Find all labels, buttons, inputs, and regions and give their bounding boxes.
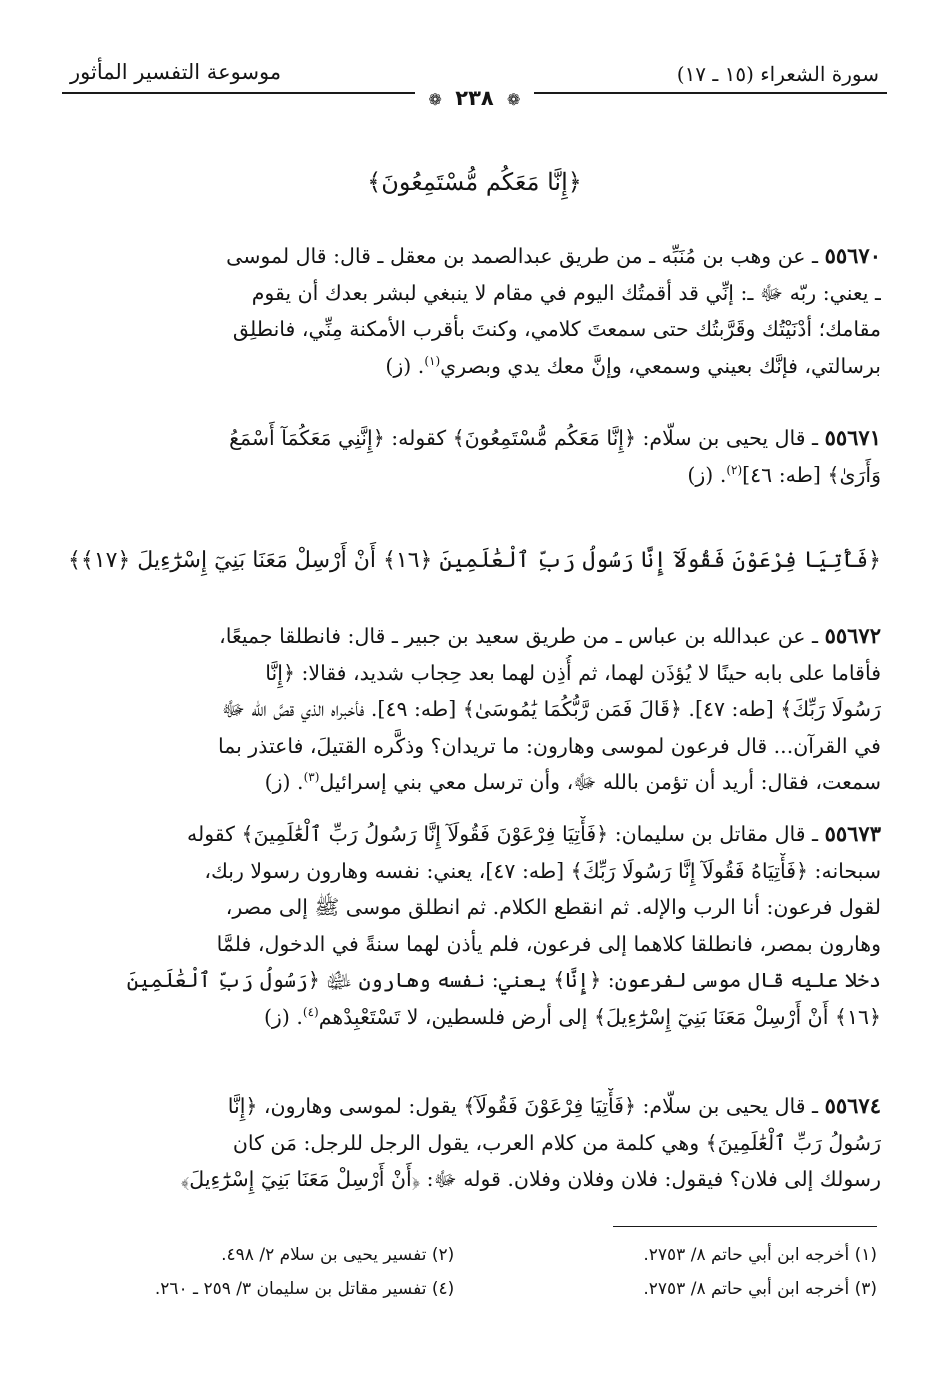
footnote-divider xyxy=(613,1226,877,1227)
footnote-1: (١) أخرجه ابن أبي حاتم ٨/ ٢٧٥٣. xyxy=(643,1245,877,1265)
footnote-3: (٣) أخرجه ابن أبي حاتم ٨/ ٢٧٥٣. xyxy=(643,1279,877,1299)
book-title: موسوعة التفسير المأثور xyxy=(70,60,282,84)
verse-heading-1: ﴿إِنَّا مَعَكُم مُّسْتَمِعُونَ﴾ xyxy=(367,168,582,196)
footnote-4: (٤) تفسير مقاتل بن سليمان ٣/ ٢٥٩ ـ ٢٦٠. xyxy=(154,1279,455,1299)
narration-55672: ٥٥٦٧٢ ـ عن عبدالله بن عباس ـ من طريق سعيد بن جبير ـ قال: فانطلقا جميعًا، فأقاما على بابه حينًا لا يُؤذَن لهما، ثم أُذِن لهما بعد حِجاب شديد، فقالا: ﴿إِنَّا رَسُولَا رَبِّكَ﴾ [طه: ٤٧]. ﴿قَالَ فَمَن رَّبُّكُمَا يَٰمُوسَىٰ﴾ [طه: ٤٩]. فأخبراه الذي قصَّ الله ﷻ في القرآن... قال فرعون لموسى وهارون: ما تريدان؟ وذكَّره القتيلَ، فاعتذر بما سمعت، فقال: أريد أن تؤمن بالله ﷻ، وأن ترسل معي بني إسرائيل$^{(٣)}$. (ز) xyxy=(217,623,881,794)
footnote-ref: (١) xyxy=(424,353,441,368)
page-number-block xyxy=(0,86,949,110)
narration-55671: ٥٥٦٧١ ـ قال يحيى بن سلّام: ﴿إِنَّا مَعَكُم مُّسْتَمِعُونَ﴾ كقوله: ﴿إِنَّنِي مَعَكُمَآ أَسْمَعُ وَأَرَىٰ﴾ [طه: ٤٦]$^{(٢)}$. (ز) xyxy=(229,425,881,487)
surah-title: سورة الشعراء (١٥ ـ ١٧) xyxy=(676,62,879,86)
ornament-icon: ❁ xyxy=(428,90,442,109)
footnote-ref: (٣) xyxy=(303,770,320,785)
verse-heading-2: ﴿فَأْتِيَا فِرْعَوْنَ فَقُولَآ إِنَّا رَسُولُ رَبِّ ٱلْعَٰلَمِينَ ﴿١٦﴾ أَنْ أَرْسِلْ مَعَنَا بَنِيٓ إِسْرَٰٓءِيلَ ﴿١٧﴾﴾ xyxy=(67,548,881,573)
narration-number: ٥٥٦٧٤ xyxy=(824,1093,881,1118)
footnote-ref: (٢) xyxy=(726,462,743,477)
narration-number: ٥٥٦٧٢ xyxy=(824,623,881,648)
ornament-icon: ❁ xyxy=(507,90,521,109)
narration-55674: ٥٥٦٧٤ ـ قال يحيى بن سلّام: ﴿فَأْتِيَا فِرْعَوْنَ فَقُولَآ﴾ يقول: لموسى وهارون، ﴿إِنَّا رَسُولُ رَبِّ ٱلْعَٰلَمِينَ﴾ وهي كلمة من كلام العرب، يقول الرجل للرجل: مَن كان رسولك إلى فلان؟ فيقول: فلان وفلان وفلان. قوله ﷻ: ﴿أَنْ أَرْسِلْ مَعَنَا بَنِيٓ إِسْرَٰٓءِيلَ﴾ xyxy=(180,1093,881,1191)
footnotes xyxy=(72,1238,877,1306)
footnote-ref: (٤) xyxy=(302,1004,319,1019)
page-number: ٢٣٨ xyxy=(455,86,494,110)
narration-55673: ٥٥٦٧٣ ـ قال مقاتل بن سليمان: ﴿فَأْتِيَا فِرْعَوْنَ فَقُولَآ إِنَّا رَسُولُ رَبِّ ٱلْعَٰلَمِينَ﴾ كقوله سبحانه: ﴿فَأْتِيَاهُ فَقُولَآ إِنَّا رَسُولَا رَبِّكَ﴾ [طه: ٤٧]، يعني: نفسه وهارون رسولا ربك، لقول فرعون: أنا الرب والإله. ثم انقطع الكلام. ثم انطلق موسى ﷺ إلى مصر، وهارون بمصر، فانطلقا كلاهما إلى فرعون، فلم يأذن لهما سنةً في الدخول، فلمَّا دخلا عليه قال موسى لفرعون: ﴿إِنَّا﴾ يعني: نفسه وهارون ﵉ ﴿رَسُولُ رَبِّ ٱلْعَٰلَمِينَ ﴿١٦﴾ أَنْ أَرْسِلْ مَعَنَا بَنِيٓ إِسْرَٰٓءِيلَ﴾ إلى أرض فلسطين، لا تَسْتَعْبِدْهم$^{(٤)}$. (ز) xyxy=(126,821,881,1029)
narration-55670: ٥٥٦٧٠ ـ عن وهب بن مُنَبِّه ـ من طريق عبدالصمد بن معقل ـ قال: قال لموسى ـ يعني: ربّه ﷻ ـ: إنِّي قد أقمتُك اليوم في مقام لا ينبغي لبشر بعدك أن يقوم مقامك؛ أدْنَيْتُك وقَرَّبتُك حتى سمعتَ كلامي، وكنتَ بأقرب الأمكنة مِنِّي، فانطلِق برسالتي، فإنَّك بعيني وسمعي، وإنَّ معك يدي وبصري$^{(١)}$. (ز) xyxy=(226,243,881,378)
narration-number: ٥٥٦٧٠ xyxy=(824,243,881,268)
narration-number: ٥٥٦٧٣ xyxy=(824,821,881,846)
narration-number: ٥٥٦٧١ xyxy=(824,425,881,450)
footnote-2: (٢) تفسير يحيى بن سلام ٢/ ٤٩٨. xyxy=(221,1245,455,1265)
